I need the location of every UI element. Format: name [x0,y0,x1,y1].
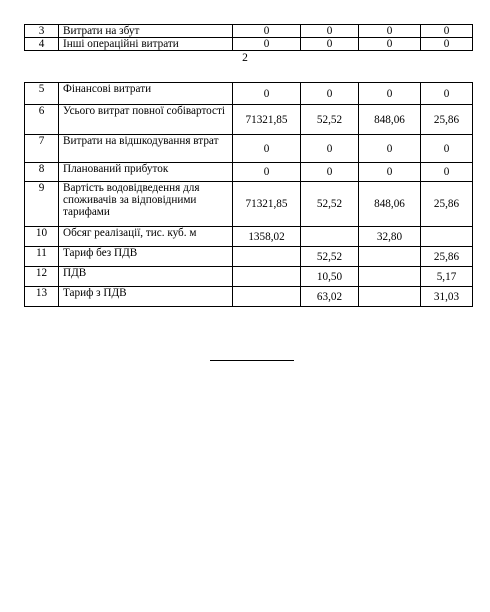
cell-value: 71321,85 [233,105,301,135]
cell-value: 71321,85 [233,182,301,227]
row-label: Усього витрат повної собівартості [59,105,233,135]
cell-value [233,287,301,307]
cell-value: 25,86 [421,105,473,135]
cell-value: 0 [421,163,473,182]
table-row [25,83,473,105]
row-number: 8 [25,163,59,182]
row-label: Обсяг реалізації, тис. куб. м [59,227,233,247]
row-label: Витрати на відшкодування втрат [59,135,233,163]
cell-value: 0 [301,135,359,163]
closing-line [210,360,294,361]
cell-value: 0 [233,163,301,182]
cell-value: 25,86 [421,182,473,227]
cell-value: 32,80 [359,227,421,247]
cell-value: 1358,02 [233,227,301,247]
cell-value [233,267,301,287]
cell-value: 0 [233,25,301,38]
row-label: Вартість водовідведення для споживачів за відповідними тарифами [59,182,233,227]
row-label: Інші операційні витрати [59,38,233,51]
table-row [25,105,473,135]
cell-value: 0 [301,163,359,182]
row-label: Тариф з ПДВ [59,287,233,307]
cell-value: 0 [233,38,301,51]
row-number: 6 [25,105,59,135]
cell-value: 0 [359,135,421,163]
table-row [25,135,473,163]
table-row [25,163,473,182]
cell-value: 63,02 [301,287,359,307]
cell-value: 0 [301,25,359,38]
row-label: Фінансові витрати [59,83,233,105]
cell-value: 10,50 [301,267,359,287]
table-row [25,267,473,287]
table-row [25,247,473,267]
cell-value [421,227,473,247]
row-label: ПДВ [59,267,233,287]
cell-value: 0 [421,25,473,38]
cell-value: 0 [359,25,421,38]
cell-value [359,247,421,267]
cell-value: 52,52 [301,105,359,135]
row-number: 9 [25,182,59,227]
cell-value [359,287,421,307]
cell-value: 52,52 [301,182,359,227]
cell-value: 0 [421,83,473,105]
cell-value [233,247,301,267]
row-number: 7 [25,135,59,163]
cell-value [301,227,359,247]
cell-value: 0 [233,83,301,105]
row-number: 11 [25,247,59,267]
row-number: 3 [25,25,59,38]
cell-value: 848,06 [359,105,421,135]
page-number: 2 [242,52,248,64]
cell-value [359,267,421,287]
table-row [25,182,473,227]
cell-value: 0 [359,38,421,51]
row-label: Тариф без ПДВ [59,247,233,267]
cell-value: 31,03 [421,287,473,307]
cell-value: 0 [233,135,301,163]
cell-value: 848,06 [359,182,421,227]
row-number: 12 [25,267,59,287]
cost-table-continued [24,24,473,51]
cell-value: 0 [359,83,421,105]
row-label: Витрати на збут [59,25,233,38]
cell-value: 0 [359,163,421,182]
cell-value: 25,86 [421,247,473,267]
table-row [25,227,473,247]
cell-value: 0 [421,135,473,163]
table-row [25,38,473,51]
row-number: 5 [25,83,59,105]
cell-value: 5,17 [421,267,473,287]
cell-value: 52,52 [301,247,359,267]
table-row [25,287,473,307]
cell-value: 0 [421,38,473,51]
cell-value: 0 [301,83,359,105]
cost-table [24,82,473,307]
cell-value: 0 [301,38,359,51]
table-row [25,25,473,38]
row-label: Планований прибуток [59,163,233,182]
row-number: 10 [25,227,59,247]
row-number: 4 [25,38,59,51]
row-number: 13 [25,287,59,307]
